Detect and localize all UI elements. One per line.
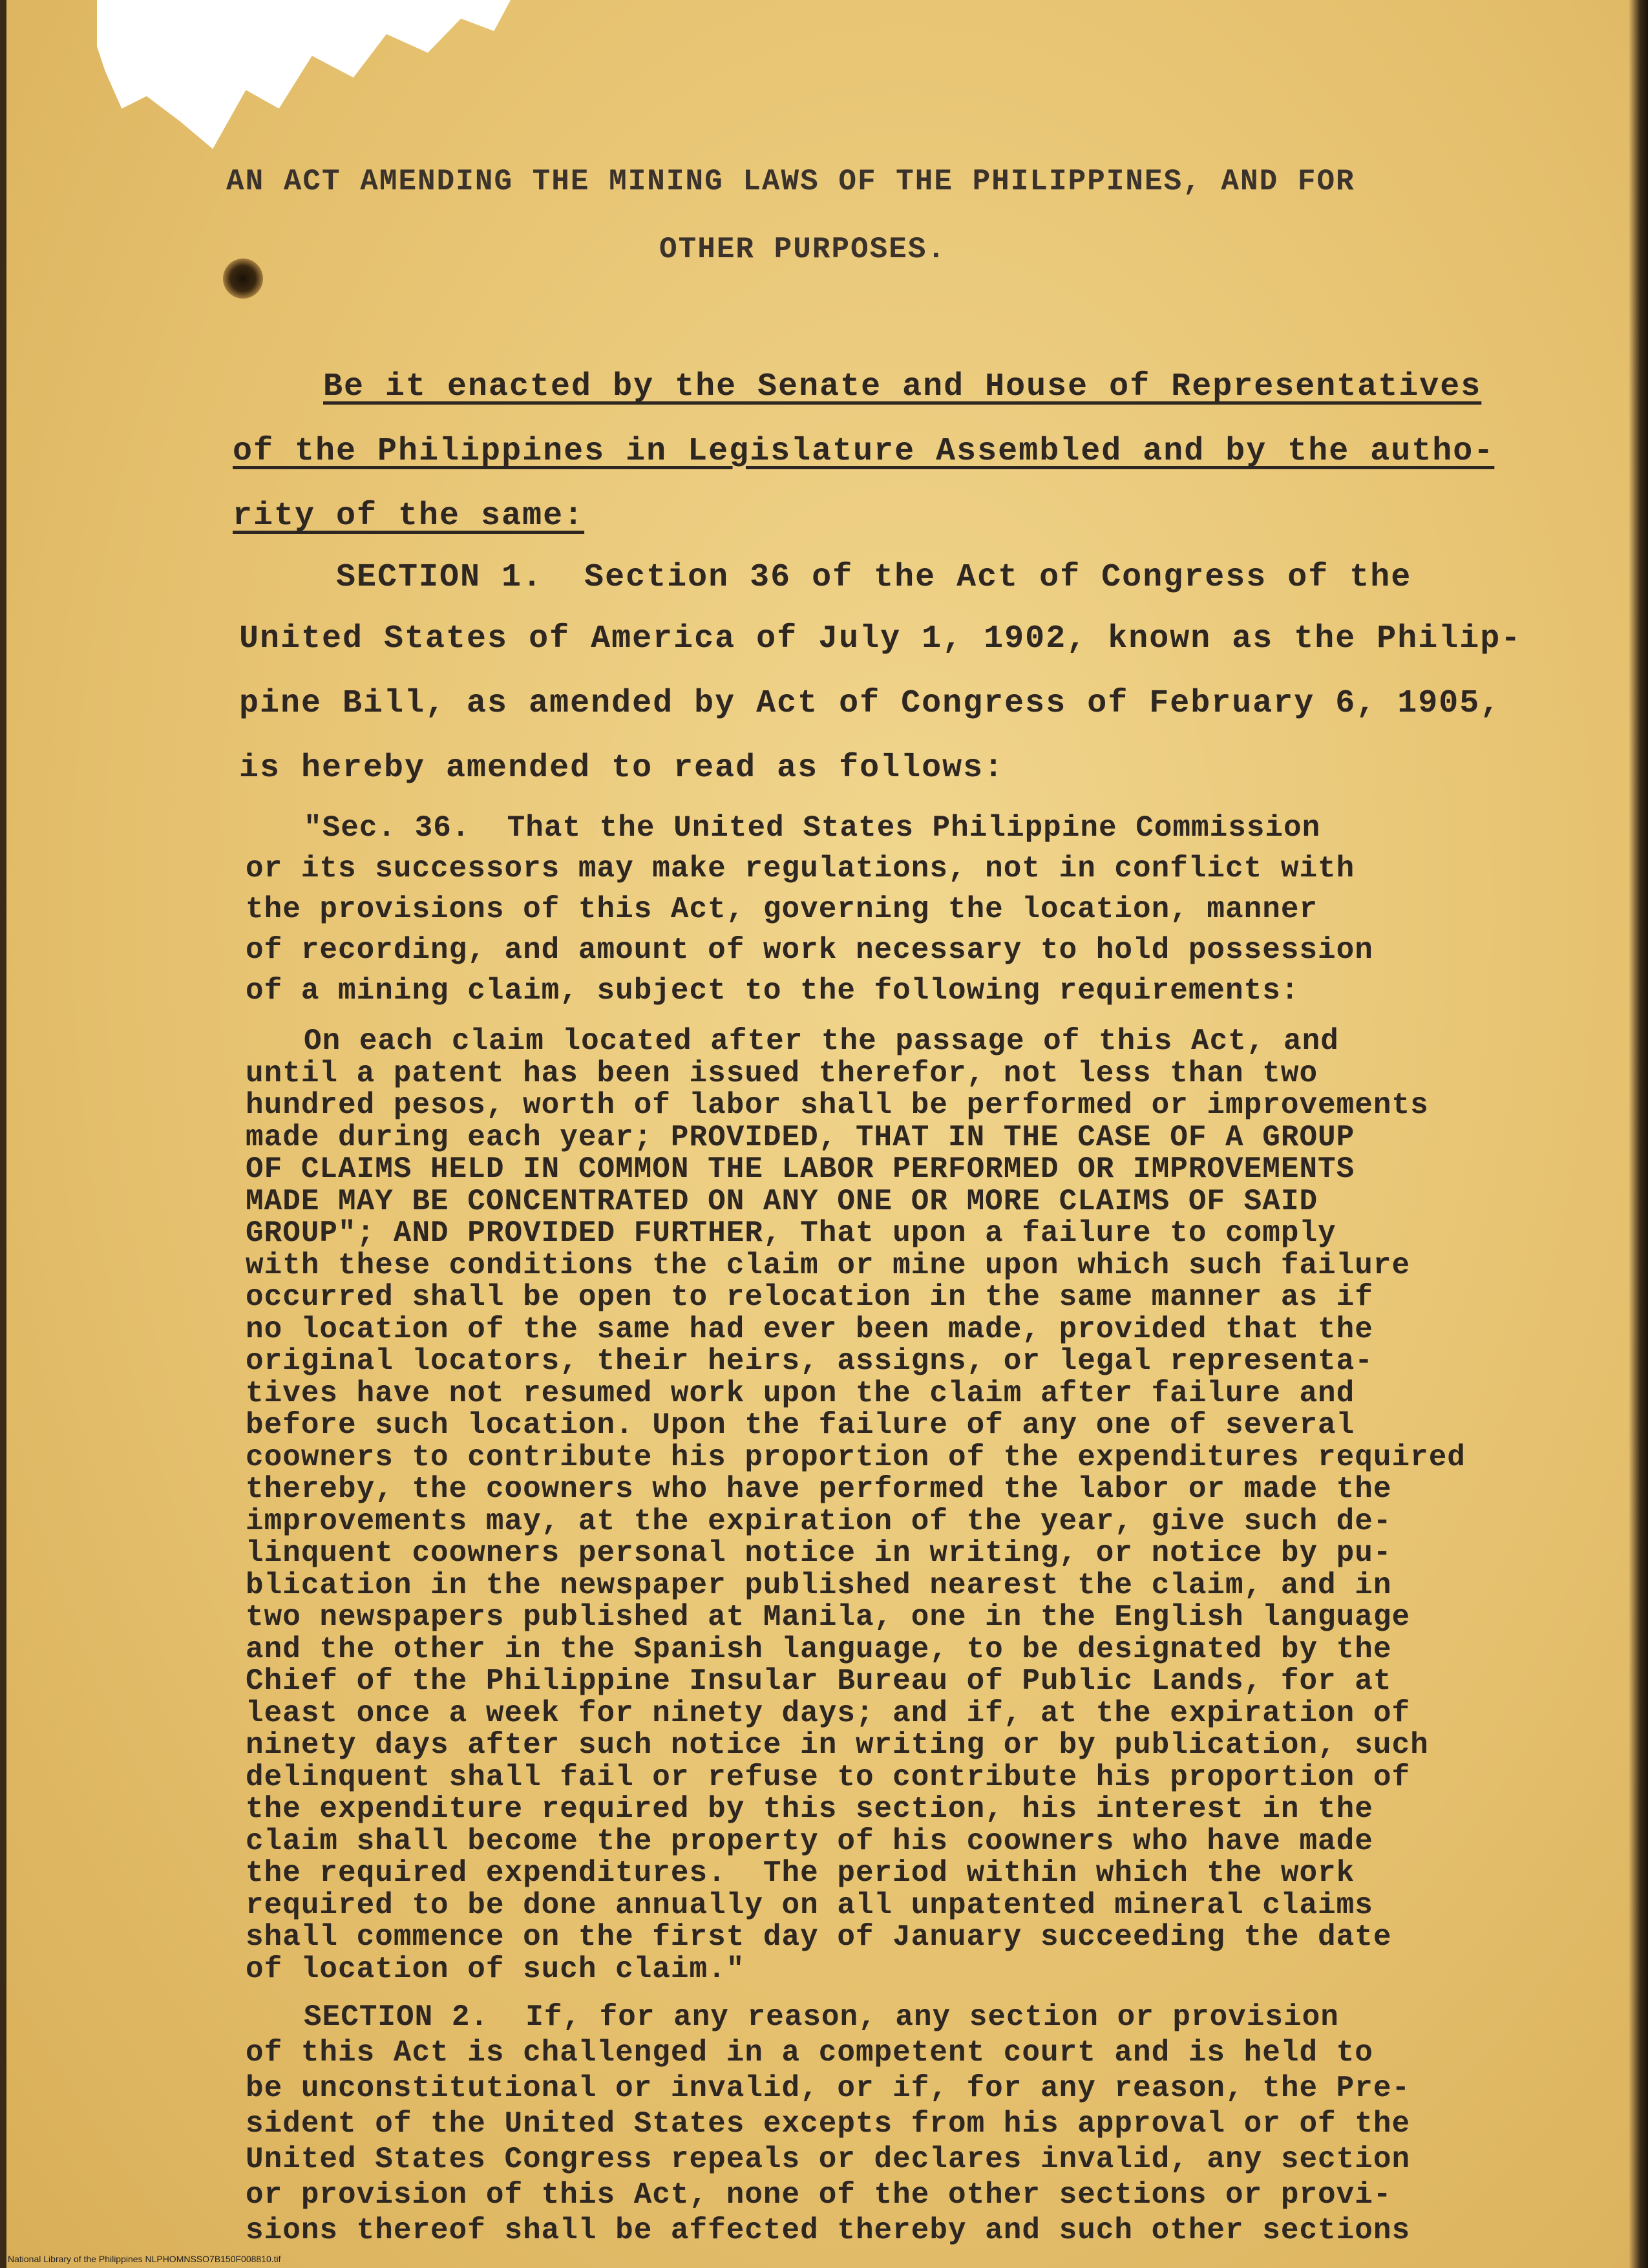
ink-blot-hole (223, 259, 263, 299)
section-36-line: original locators, their heirs, assigns, or legal representa- (246, 1344, 1373, 1378)
section-36-line: shall commence on the first day of January succeeding the date (246, 1920, 1392, 1954)
section-36-line: before such location. Upon the failure of any one of several (246, 1408, 1355, 1442)
document-title: AN ACT AMENDING THE MINING LAWS OF THE PHILIPPINES, AND FOR (226, 165, 1355, 198)
section-36-line: the expenditure required by this section, his interest in the (246, 1792, 1373, 1826)
document-title-continued: OTHER PURPOSES. (659, 233, 947, 266)
torn-corner (97, 0, 511, 155)
section-2-line: sident of the United States excepts from his approval or of the (246, 2107, 1411, 2141)
enacting-clause-line: of the Philippines in Legislature Assembled and by the autho- (233, 433, 1495, 470)
section-36-line: least once a week for ninety days; and if, at the expiration of (246, 1696, 1411, 1730)
section-36-line: hundred pesos, worth of labor shall be performed or improvements (246, 1088, 1429, 1122)
section-36-line: OF CLAIMS HELD IN COMMON THE LABOR PERFORMED OR IMPROVEMENTS (246, 1152, 1355, 1186)
section-36-line: ninety days after such notice in writing or by publication, such (246, 1728, 1429, 1762)
enacting-clause-line: Be it enacted by the Senate and House of Representatives (323, 368, 1482, 405)
section-36-line: delinquent shall fail or refuse to contribute his proportion of (246, 1760, 1411, 1794)
section-36-line: and the other in the Spanish language, to be designated by the (246, 1632, 1392, 1666)
section-36-line: linquent coowners personal notice in writing, or notice by pu- (246, 1536, 1392, 1570)
section-36-line: "Sec. 36. That the United States Philippine Commission (304, 811, 1321, 845)
section-36-line: MADE MAY BE CONCENTRATED ON ANY ONE OR MORE CLAIMS OF SAID (246, 1184, 1318, 1218)
section-36-line: occurred shall be open to relocation in the same manner as if (246, 1280, 1373, 1314)
section-36-line: tives have not resumed work upon the claim after failure and (246, 1376, 1355, 1410)
section-36-line: blication in the newspaper published nearest the claim, and in (246, 1568, 1392, 1602)
section-1-line: pine Bill, as amended by Act of Congress of February 6, 1905, (239, 685, 1501, 722)
section-36-line: Chief of the Philippine Insular Bureau of Public Lands, for at (246, 1664, 1392, 1698)
section-36-line: made during each year; PROVIDED, THAT IN THE CASE OF A GROUP (246, 1120, 1355, 1154)
archive-footer: National Library of the Philippines NLPHOMNSSO7B150F008810.tif (8, 2254, 281, 2264)
section-36-line: of location of such claim." (246, 1952, 745, 1986)
page-edge-right (1629, 0, 1648, 2268)
section-36-line: On each claim located after the passage of this Act, and (304, 1024, 1339, 1058)
section-1-line: is hereby amended to read as follows: (239, 750, 1005, 787)
page-edge-left (0, 0, 6, 2268)
section-2-line: or provision of this Act, none of the other sections or provi- (246, 2178, 1392, 2212)
section-36-line: required to be done annually on all unpatented mineral claims (246, 1888, 1373, 1922)
section-2-line: of this Act is challenged in a competent court and is held to (246, 2036, 1373, 2070)
section-2-line: sions thereof shall be affected thereby and such other sections (246, 2214, 1411, 2247)
section-36-line: no location of the same had ever been made, provided that the (246, 1312, 1373, 1346)
section-36-line: two newspapers published at Manila, one in the English language (246, 1600, 1411, 1634)
section-36-line: with these conditions the claim or mine upon which such failure (246, 1248, 1411, 1282)
section-36-line: until a patent has been issued therefor, not less than two (246, 1056, 1318, 1090)
enacting-clause-line: rity of the same: (233, 498, 585, 535)
section-36-line: coowners to contribute his proportion of the expenditures required (246, 1440, 1466, 1474)
section-1-line: SECTION 1. Section 36 of the Act of Congress of the (336, 559, 1412, 596)
section-1-line: United States of America of July 1, 1902, known as the Philip- (239, 620, 1522, 657)
section-36-line: or its successors may make regulations, not in conflict with (246, 852, 1355, 885)
section-36-line: the provisions of this Act, governing the location, manner (246, 893, 1318, 926)
section-36-line: the required expenditures. The period within which the work (246, 1856, 1355, 1890)
section-36-line: of recording, and amount of work necessary to hold possession (246, 933, 1373, 967)
section-2-line: be unconstitutional or invalid, or if, for any reason, the Pre- (246, 2072, 1411, 2105)
section-2-line: United States Congress repeals or declares invalid, any section (246, 2143, 1411, 2176)
section-36-line: GROUP"; AND PROVIDED FURTHER, That upon a failure to comply (246, 1216, 1336, 1250)
section-36-line: thereby, the coowners who have performed the labor or made the (246, 1472, 1392, 1506)
section-36-line: of a mining claim, subject to the following requirements: (246, 974, 1300, 1008)
section-36-line: claim shall become the property of his coowners who have made (246, 1824, 1373, 1858)
section-36-line: improvements may, at the expiration of the year, give such de- (246, 1504, 1392, 1538)
section-2-line: SECTION 2. If, for any reason, any section or provision (304, 2000, 1339, 2034)
